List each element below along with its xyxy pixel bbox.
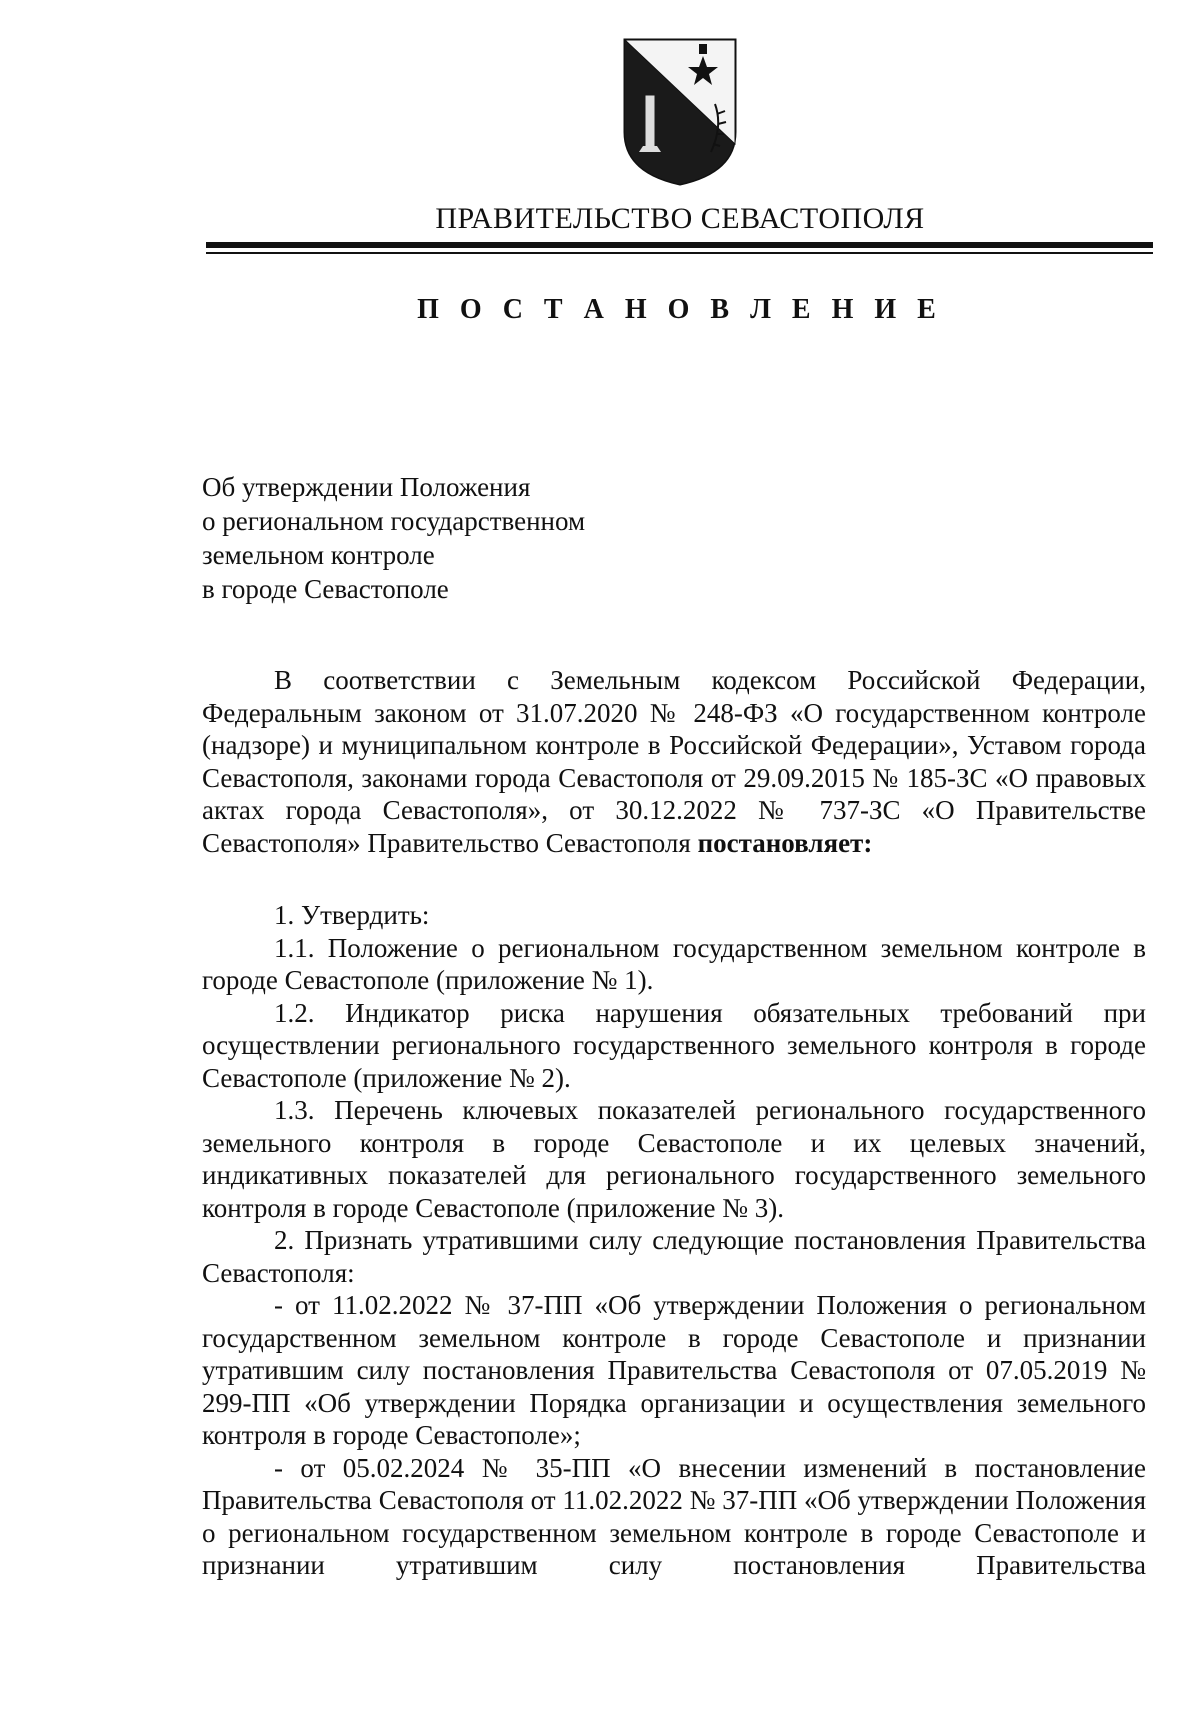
- item-1-1: 1.1. Положение о региональном государственном земельном контроле в городе Севастополе (приложение № 1).: [202, 932, 1146, 995]
- item-1-2: 1.2. Индикатор риска нарушения обязательных требований при осуществлении регионального государственного земельного контроля в городе Севастополе (приложение № 2).: [202, 997, 1146, 1093]
- header-divider-thin: [206, 252, 1153, 254]
- organization-title: ПРАВИТЕЛЬСТВО СЕВАСТОПОЛЯ: [435, 202, 925, 235]
- document-body: [202, 664, 1146, 1582]
- subject-line: земельном контроле: [202, 540, 435, 570]
- preamble-text: В соответствии с Земельным кодексом Российской Федерации, Федеральным законом от 31.07.2020 № 248-ФЗ «О государственном контроле (надзоре) и муниципальном контроле в Российской Федерации», Уставом города Севастополя, законами города Севастополя от 29.09.2015 № 185-ЗС «О правовых актах города Севастополя», от 30.12.2022 № 737-ЗС «О Правительстве Севастополя» Правительство Севастополя: [202, 665, 1146, 858]
- document-type-heading: П О С Т А Н О В Л Е Н И Е: [417, 294, 943, 325]
- sevastopol-coat-of-arms-icon: [619, 34, 741, 186]
- item-2-b: - от 05.02.2024 № 35-ПП «О внесении изменений в постановление Правительства Севастополя от 11.02.2022 № 37-ПП «Об утверждении Положения о региональном государственном земельном контроле в городе Севастополе и признании утратившим силу постановления Правительства: [202, 1452, 1146, 1580]
- subject-line: в городе Севастополе: [202, 574, 449, 604]
- item-2: 2. Признать утратившими силу следующие постановления Правительства Севастополя:: [202, 1225, 1146, 1288]
- preamble-paragraph: [202, 664, 1146, 859]
- item-1: 1. Утвердить:: [274, 900, 430, 930]
- document-subject: [202, 470, 802, 606]
- subject-line: о региональном государственном: [202, 506, 586, 536]
- resolve-word: постановляет:: [697, 827, 873, 858]
- item-2-a: - от 11.02.2022 № 37-ПП «Об утверждении Положения о региональном государственном земельном контроле в городе Севастополе и признании утратившим силу постановления Правительства Севастополя от 07.05.2019 № 299-ПП «Об утверждении Порядка организации и осуществления земельного контроля в городе Севастополе»;: [202, 1290, 1146, 1450]
- header-divider-thick: [206, 242, 1153, 248]
- item-1-3: 1.3. Перечень ключевых показателей регионального государственного земельного контроля в городе Севастополе и их целевых значений, индикативных показателей для регионального государственного земельного контроля в городе Севастополе (приложение № 3).: [202, 1095, 1146, 1223]
- subject-line: Об утверждении Положения: [202, 472, 531, 502]
